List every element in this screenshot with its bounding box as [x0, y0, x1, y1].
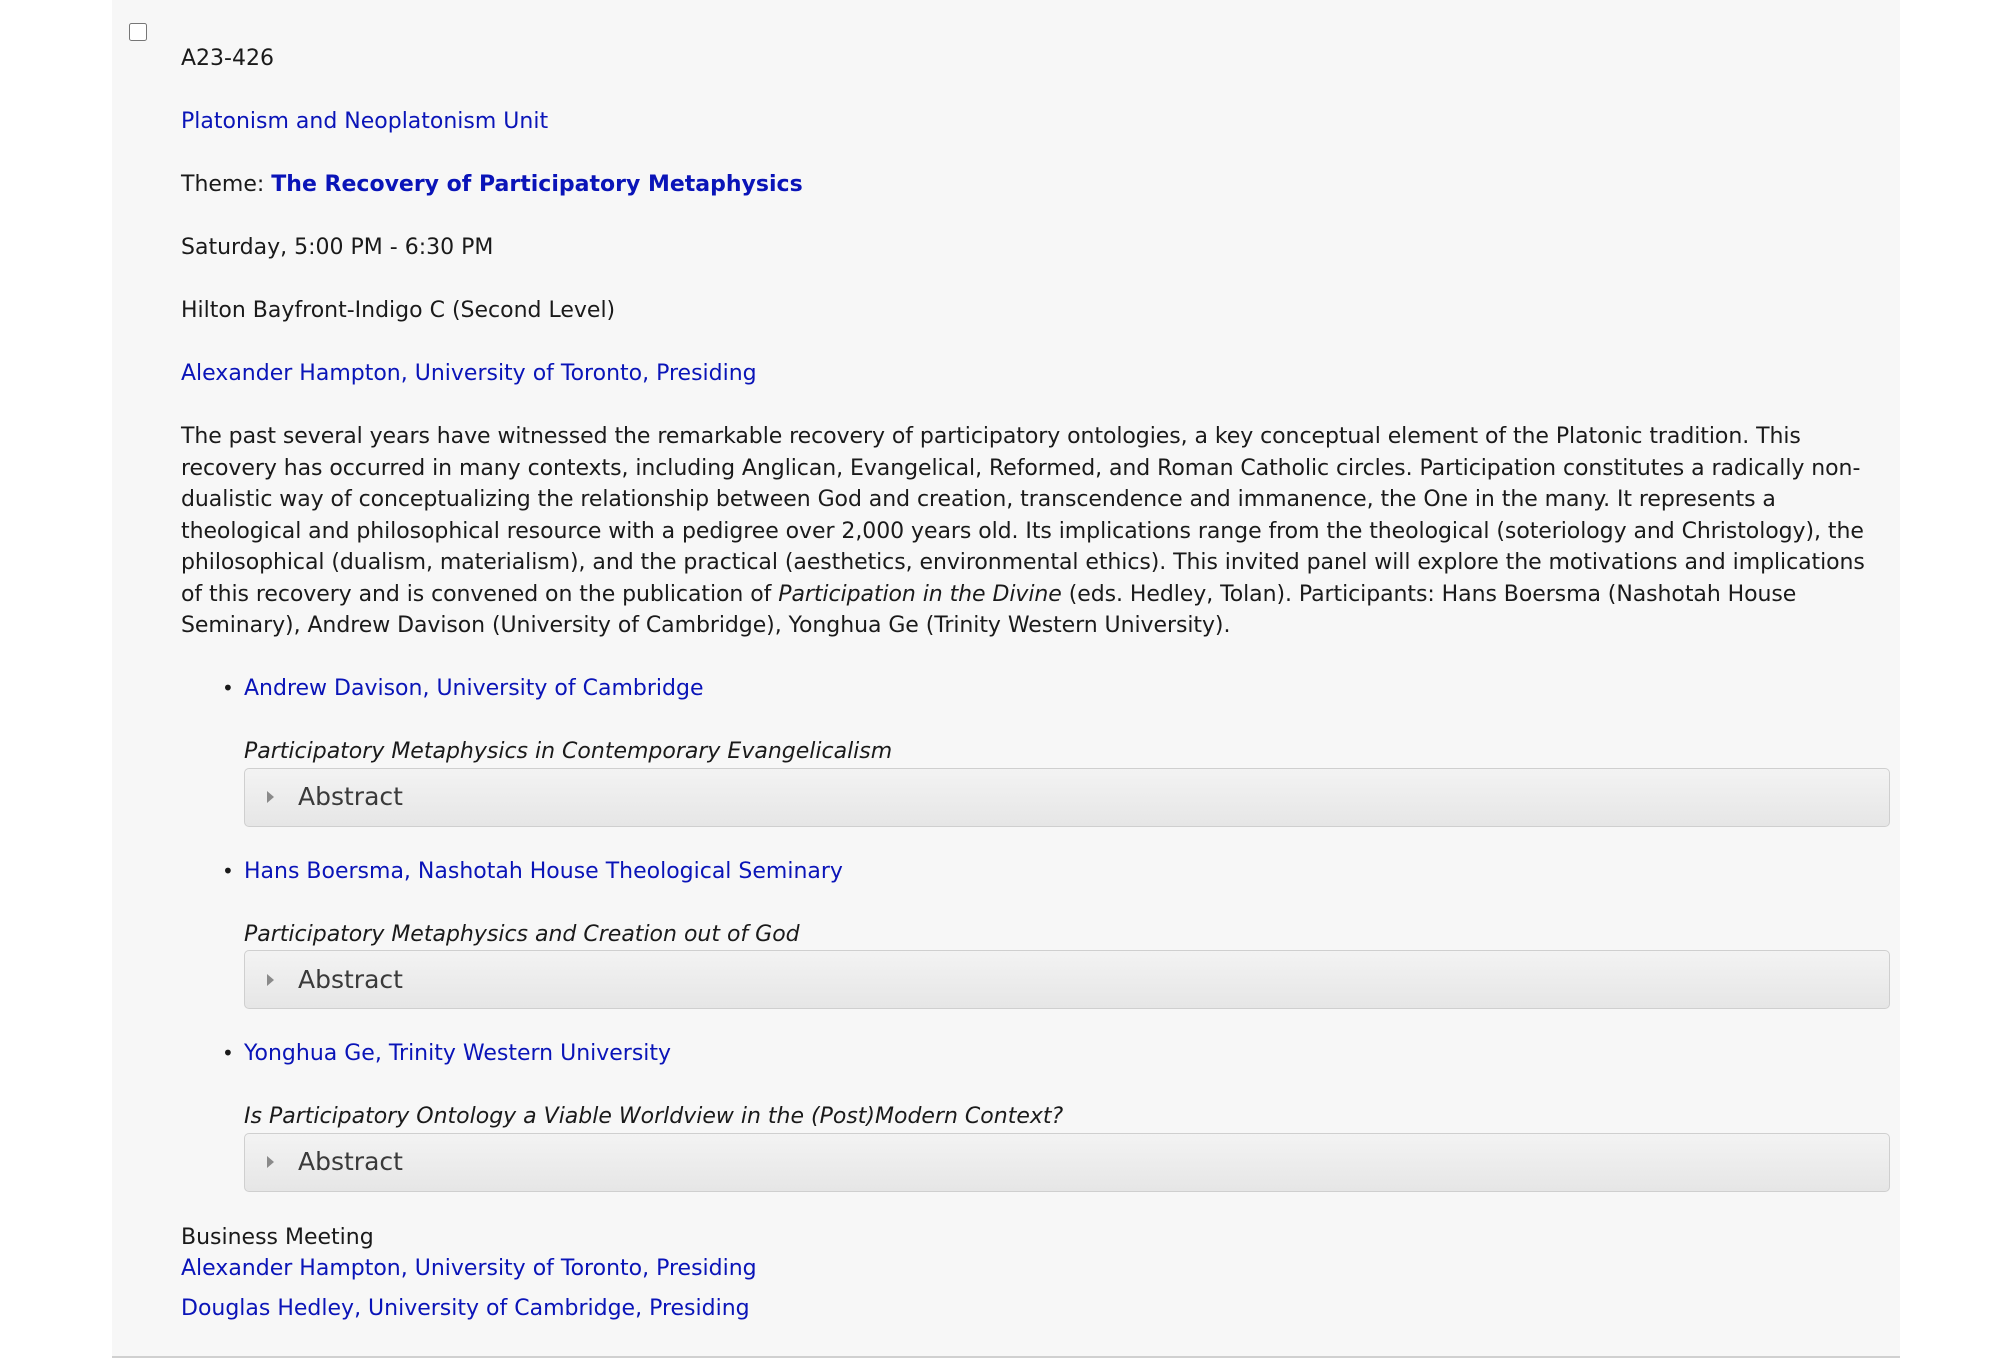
presenter-line — [244, 1038, 1891, 1070]
presenter-link[interactable]: Yonghua Ge, Trinity Western University — [244, 1041, 672, 1066]
unit-link[interactable]: Platonism and Neoplatonism Unit — [181, 109, 549, 134]
presenter-line — [244, 856, 1891, 888]
business-presider-line — [181, 1253, 1891, 1285]
paper-title: Participatory Metaphysics in Contemporary Evangelicalism — [244, 739, 893, 764]
presenter-link[interactable]: Hans Boersma, Nashotah House Theological Seminary — [244, 858, 843, 884]
description-text-end: (eds. Hedley, Tolan). Participants: Hans Boersma (Nashotah House Seminary), Andrew Davison (University of Cambridge), Yonghua Ge (Trinity Western University). — [181, 581, 1797, 638]
caret-right-icon — [267, 974, 274, 986]
abstract-label: Abstract — [298, 782, 403, 812]
caret-right-icon — [267, 1156, 274, 1168]
presentation-item — [181, 1038, 1891, 1192]
business-presider-line — [181, 1293, 1891, 1325]
presiding-line — [181, 358, 1891, 390]
business-meeting-label: Business Meeting — [181, 1224, 374, 1250]
session-code: A23-426 — [181, 46, 274, 71]
session-time: Saturday, 5:00 PM - 6:30 PM — [181, 235, 494, 260]
presenter-link[interactable]: Andrew Davison, University of Cambridge — [244, 676, 704, 701]
bullet: • — [222, 676, 234, 700]
abstract-toggle[interactable] — [244, 1133, 1890, 1192]
bullet: • — [222, 858, 234, 883]
theme-label: Theme: — [181, 172, 265, 197]
session-description — [181, 421, 1891, 642]
presentation-item — [181, 673, 1891, 827]
presentation-item — [181, 856, 1891, 1010]
theme-link[interactable]: The Recovery of Participatory Metaphysics — [271, 172, 803, 197]
abstract-toggle[interactable] — [244, 768, 1890, 827]
session-select-checkbox[interactable] — [129, 23, 147, 41]
caret-right-icon — [267, 791, 274, 803]
bullet: • — [222, 1041, 234, 1065]
presiding-link[interactable]: Alexander Hampton, University of Toronto, Presiding — [181, 361, 757, 386]
description-book-title: Participation in the Divine — [778, 581, 1062, 607]
abstract-toggle[interactable] — [244, 950, 1890, 1009]
abstract-label: Abstract — [298, 964, 403, 994]
paper-title: Is Participatory Ontology a Viable Worldview in the (Post)Modern Context? — [244, 1104, 1064, 1129]
presentations-list — [181, 673, 1891, 1192]
business-presider-link[interactable]: Alexander Hampton, University of Toronto, Presiding — [181, 1256, 757, 1281]
description-text: The past several years have witnessed the remarkable recovery of participatory ontologies, a key conceptual element of the Platonic tradition. This recovery has occurred in many contexts, including Anglican, Evangelical, Reformed, and Roman Catholic circles. Participation constitutes a radically non-dualistic way of conceptualizing the relationship between God and creation, transcendence and immanence, the One in the many. It represents a theological and philosophical resource with a pedigree over 2,000 years old. Its implications range from the theological (soteriology and Christology), the philosophical (dualism, materialism), and the practical (aesthetics, environmental ethics). This invited panel will explore the motivations and implications of this recovery and is convened on the publication of — [181, 424, 1865, 607]
unit-link-line — [181, 106, 1891, 138]
paper-title: Participatory Metaphysics and Creation out of God — [244, 921, 800, 947]
presenter-line — [244, 673, 1891, 705]
abstract-label: Abstract — [298, 1147, 403, 1177]
business-presider-link[interactable]: Douglas Hedley, University of Cambridge, Presiding — [181, 1295, 750, 1321]
theme-line — [181, 169, 1891, 201]
session-location: Hilton Bayfront-Indigo C (Second Level) — [181, 298, 616, 323]
session-content — [181, 43, 1891, 1324]
